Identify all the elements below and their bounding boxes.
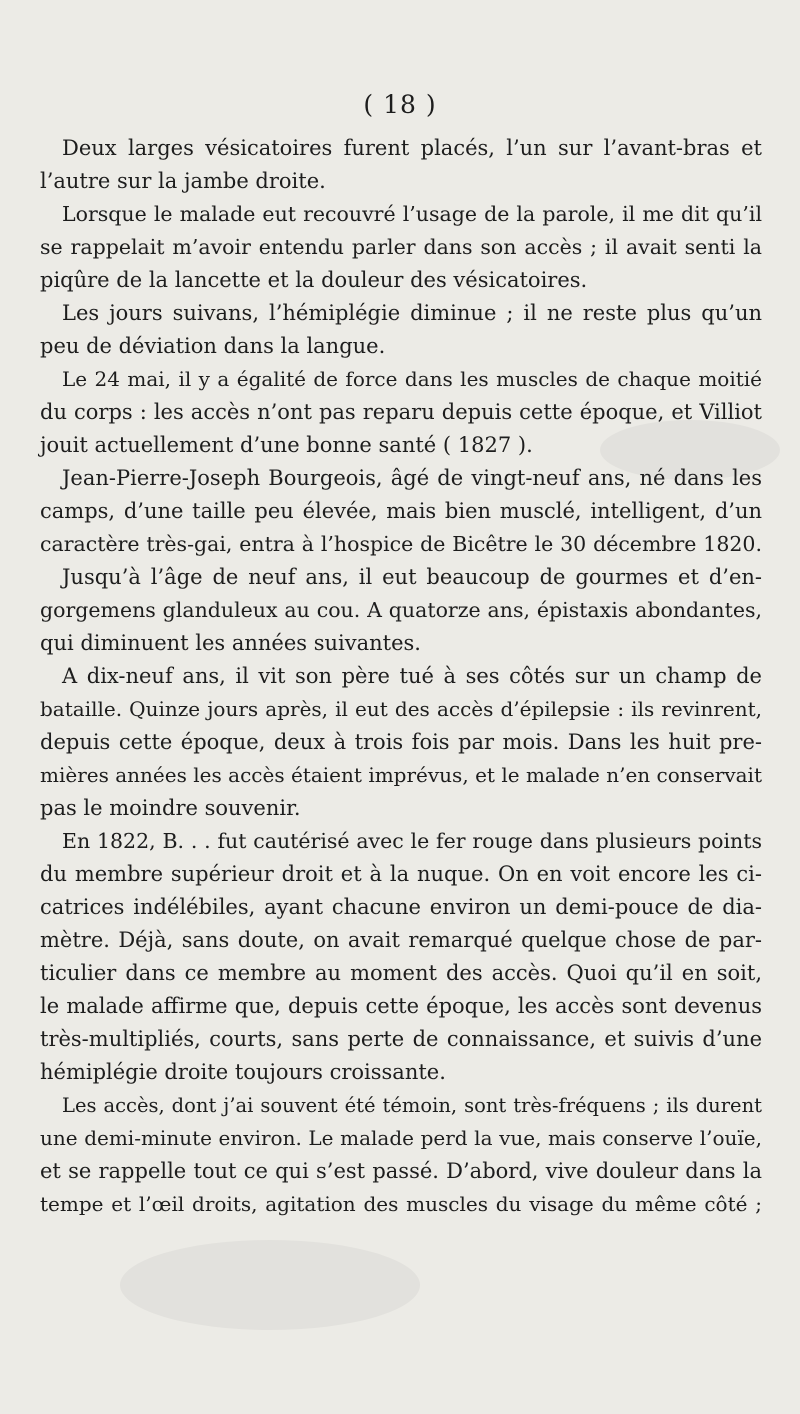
text-line: pas le moindre souvenir.: [40, 796, 301, 820]
text-line: Jean-Pierre-Joseph Bourgeois, âgé de vingt-neuf ans, né dans les: [62, 466, 762, 490]
text-line: peu de déviation dans la langue.: [40, 334, 386, 358]
page-number: ( 18 ): [363, 90, 437, 119]
text-line: Jusqu’à l’âge de neuf ans, il eut beaucoup de gourmes et d’en-: [62, 565, 762, 589]
text-line: le malade affirme que, depuis cette époque, les accès sont devenus: [40, 994, 762, 1018]
text-line: se rappelait m’avoir entendu parler dans son accès ; il avait senti la: [40, 235, 762, 259]
text-line: piqûre de la lancette et la douleur des vésicatoires.: [40, 268, 588, 292]
text-line: Deux larges vésicatoires furent placés, l’un sur l’avant-bras et: [62, 136, 762, 160]
text-line: très-multipliés, courts, sans perte de connaissance, et suivis d’une: [40, 1027, 762, 1051]
text-line: mières années les accès étaient imprévus, et le malade n’en conservait: [40, 763, 762, 787]
text-line: gorgemens glanduleux au cou. A quatorze ans, épistaxis abondantes,: [40, 598, 762, 622]
body-text: [40, 132, 762, 1221]
text-line: tempe et l’œil droits, agitation des muscles du visage du même côté ;: [40, 1192, 762, 1216]
text-line: A dix-neuf ans, il vit son père tué à ses côtés sur un champ de: [62, 664, 762, 688]
text-line: bataille. Quinze jours après, il eut des accès d’épilepsie : ils revinrent,: [40, 697, 762, 721]
text-line: l’autre sur la jambe droite.: [40, 169, 326, 193]
text-line: Lorsque le malade eut recouvré l’usage de la parole, il me dit qu’il: [62, 202, 762, 226]
text-line: une demi-minute environ. Le malade perd la vue, mais conserve l’ouïe,: [40, 1126, 762, 1150]
text-line: caractère très-gai, entra à l’hospice de Bicêtre le 30 décembre 1820.: [40, 532, 762, 556]
text-line: et se rappelle tout ce qui s’est passé. D’abord, vive douleur dans la: [40, 1159, 762, 1183]
text-line: depuis cette époque, deux à trois fois par mois. Dans les huit pre-: [40, 730, 762, 754]
page-stain: [120, 1240, 420, 1330]
text-line: ticulier dans ce membre au moment des accès. Quoi qu’il en soit,: [40, 961, 762, 985]
text-line: Les accès, dont j’ai souvent été témoin, sont très-fréquens ; ils durent: [62, 1094, 762, 1117]
text-line: hémiplégie droite toujours croissante.: [40, 1060, 446, 1084]
text-line: du membre supérieur droit et à la nuque. On en voit encore les ci-: [40, 862, 762, 886]
text-line: du corps : les accès n’ont pas reparu depuis cette époque, et Villiot: [40, 400, 762, 424]
text-line: camps, d’une taille peu élevée, mais bien musclé, intelligent, d’un: [40, 499, 762, 523]
text-line: qui diminuent les années suivantes.: [40, 631, 421, 655]
text-line: jouit actuellement d’une bonne santé ( 1827 ).: [40, 433, 533, 457]
text-line: mètre. Déjà, sans doute, on avait remarqué quelque chose de par-: [40, 928, 762, 952]
text-line: Le 24 mai, il y a égalité de force dans les muscles de chaque moitié: [62, 367, 762, 391]
text-line: Les jours suivans, l’hémiplégie diminue ; il ne reste plus qu’un: [62, 301, 762, 325]
text-line: En 1822, B. . . fut cautérisé avec le fer rouge dans plusieurs points: [62, 829, 762, 853]
text-line: catrices indélébiles, ayant chacune environ un demi-pouce de dia-: [40, 895, 762, 919]
